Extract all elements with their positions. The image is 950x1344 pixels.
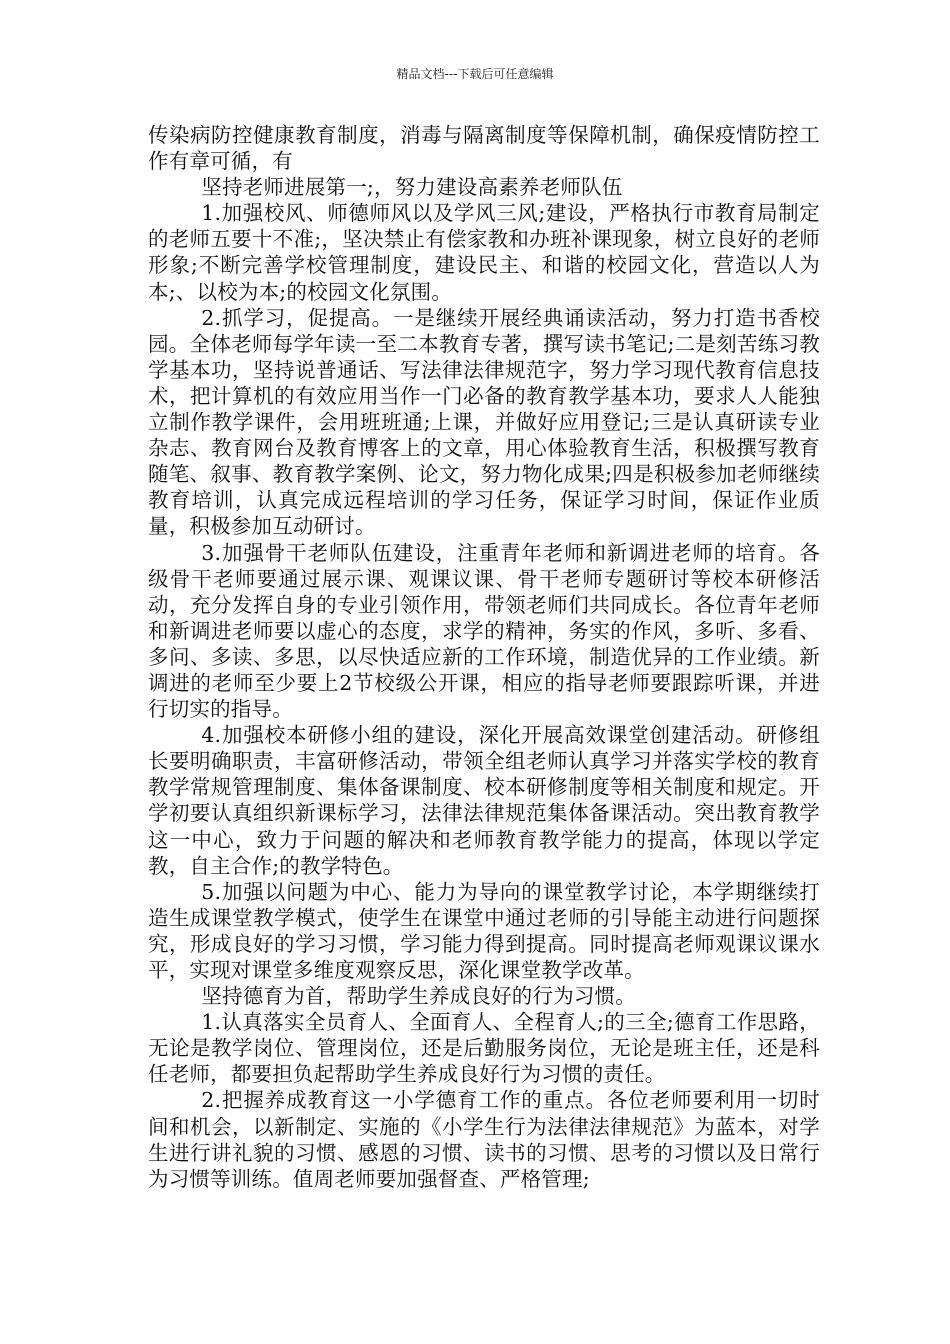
paragraph: 2.把握养成教育这一小学德育工作的重点。各位老师要利用一切时间和机会，以新制定、实施的《小学生行为法律法律规范》为蓝本，对学生进行讲礼貌的习惯、感恩的习惯、读书的习惯、思考的习惯以及日常行为习惯等训练。值周老师要加强督查、严格管理;	[148, 1088, 820, 1191]
page-header: 精品文档---下载后可任意编辑	[396, 67, 554, 81]
document-body	[148, 122, 820, 1192]
paragraph: 2.抓学习，促提高。一是继续开展经典诵读活动，努力打造书香校园。全体老师每学年读一至二本教育专著，撰写读书笔记;二是刻苦练习教学基本功，坚持说普通话、写法律法律规范字，努力学习现代教育信息技术，把计算机的有效应用当作一门必备的教育教学基本功，要求人人能独立制作教学课件，会用班班通;上课，并做好应用登记;三是认真研读专业杂志、教育网台及教育博客上的文章，用心体验教育生活，积极撰写教育随笔、叙事、教育教学案例、论文，努力物化成果;四是积极参加老师继续教育培训，认真完成远程培训的学习任务，保证学习时间，保证作业质量，积极参加互动研讨。	[148, 305, 820, 539]
paragraph: 坚持德育为首，帮助学生养成良好的行为习惯。	[201, 984, 636, 1009]
paragraph: 1.加强校风、师德师风以及学风三风;建设，严格执行市教育局制定的老师五要十不准;，坚决禁止有偿家教和办班补课现象，树立良好的老师形象;不断完善学校管理制度，建设民主、和谐的校园文化，营造以人为本;、以校为本;的校园文化氛围。	[148, 201, 820, 304]
paragraph: 传染病防控健康教育制度，消毒与隔离制度等保障机制，确保疫情防控工作有章可循，有	[148, 123, 820, 174]
paragraph: 5.加强以问题为中心、能力为导向的课堂教学讨论，本学期继续打造生成课堂教学模式，使学生在课堂中通过老师的引导能主动进行问题探究，形成良好的学习习惯，学习能力得到提高。同时提高老师观课议课水平，实现对课堂多维度观察反思，深化课堂教学改革。	[148, 879, 820, 982]
paragraph: 坚持老师进展第一;，努力建设高素养老师队伍	[201, 175, 623, 200]
paragraph: 3.加强骨干老师队伍建设，注重青年老师和新调进老师的培育。各级骨干老师要通过展示课、观课议课、骨干老师专题研讨等校本研修活动，充分发挥自身的专业引领作用，带领老师们共同成长。各位青年老师和新调进老师要以虚心的态度，求学的精神，务实的作风，多听、多看、多问、多读、多思，以尽快适应新的工作环境，制造优异的工作业绩。新调进的老师至少要上2节校级公开课，相应的指导老师要跟踪听课，并进行切实的指导。	[148, 540, 820, 722]
paragraph: 4.加强校本研修小组的建设，深化开展高效课堂创建活动。研修组长要明确职责，丰富研修活动，带领全组老师认真学习并落实学校的教育教学常规管理制度、集体备课制度、校本研修制度等相关制度和规定。开学初要认真组织新课标学习，法律法律规范集体备课活动。突出教育教学这一中心，致力于问题的解决和老师教育教学能力的提高，体现以学定教，自主合作;的教学特色。	[148, 723, 820, 878]
paragraph: 1.认真落实全员育人、全面育人、全程育人;的三全;德育工作思路，无论是教学岗位、管理岗位，还是后勤服务岗位，无论是班主任，还是科任老师，都要担负起帮助学生养成良好行为习惯的责任。	[148, 1010, 820, 1087]
